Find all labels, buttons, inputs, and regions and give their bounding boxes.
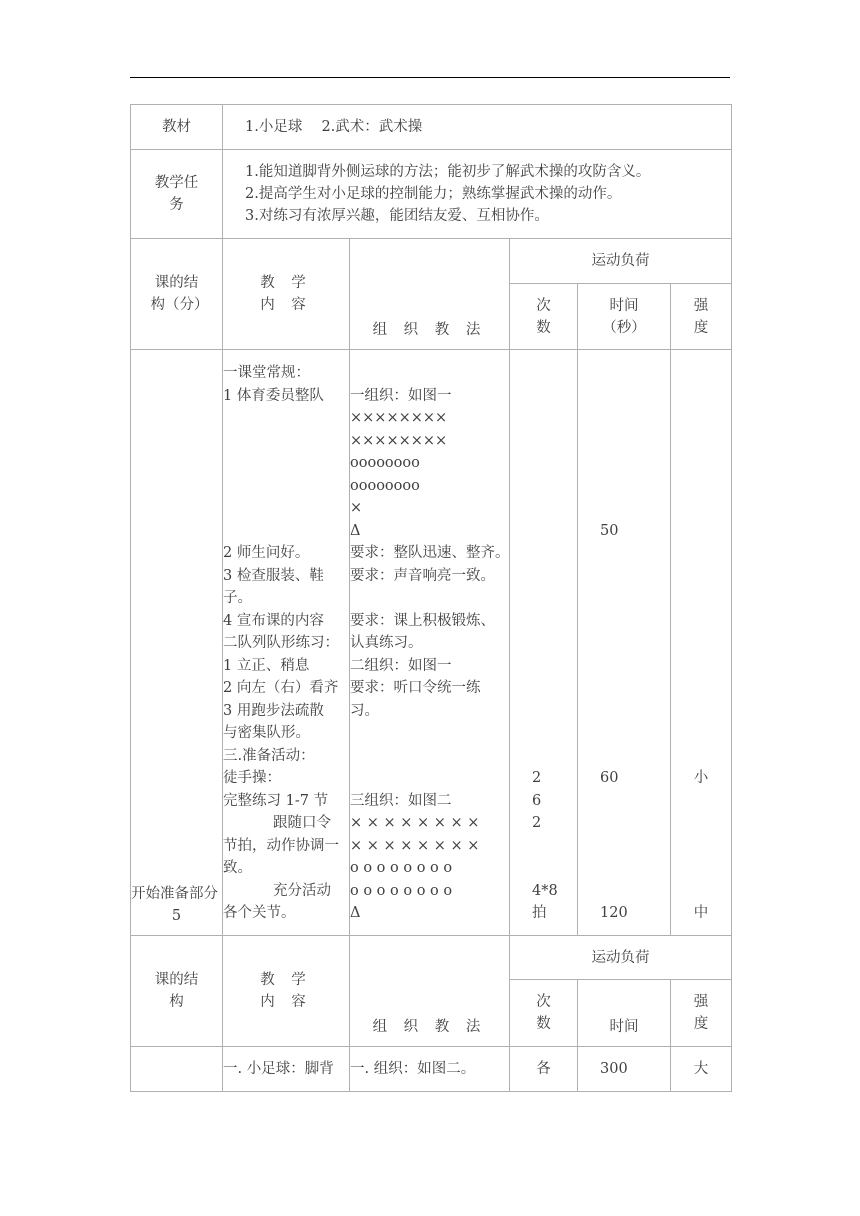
method-header: [350, 239, 510, 350]
content-line: 1 体育委员整队: [223, 387, 324, 404]
formation-row: × × × × × × × ×: [350, 815, 480, 831]
material-row: [131, 105, 732, 150]
count-cell: [510, 350, 578, 936]
time-line: [600, 362, 670, 385]
time-line: [600, 632, 670, 655]
intensity-line: [671, 565, 731, 588]
intensity-header: [671, 284, 732, 350]
table2-header-row-1: [131, 936, 732, 980]
count-line: [532, 632, 577, 655]
intensity-line: [671, 722, 731, 745]
count-line: [532, 497, 577, 520]
formation-row: oooooooo: [350, 477, 420, 494]
intensity-line: [671, 475, 731, 498]
time-line: [600, 565, 670, 588]
count-line: [532, 385, 577, 408]
structure-header: [131, 239, 223, 350]
time-line: [600, 790, 670, 813]
part-name: 开始准备部分: [131, 886, 218, 902]
structure-header-2-text: 课的结构: [154, 972, 199, 1010]
intensity-line: [671, 362, 731, 385]
time-line: [600, 430, 670, 453]
material-value: 1.小足球 2.武术：武术操: [223, 105, 732, 150]
method-line: 要求：声音响亮一致。: [350, 567, 495, 584]
method-line: [350, 745, 509, 768]
time-line: [600, 587, 670, 610]
intensity-line: [671, 542, 731, 565]
time-line: [600, 722, 670, 745]
content-line: 致。: [223, 860, 252, 876]
task-item: 2.提高学生对小足球的控制能力；熟练掌握武术操的动作。: [245, 186, 622, 202]
formation-row: Δ: [350, 522, 361, 539]
method-header-text: 组 织 教 法: [372, 322, 487, 338]
formation-row: oooooooo: [350, 455, 420, 471]
content-line: 各个关节。: [223, 905, 296, 921]
content-line: [223, 475, 349, 498]
count-header-text: 次数: [536, 297, 551, 336]
time-line: 60: [600, 770, 619, 786]
method-line: [350, 767, 509, 790]
time-line: [600, 745, 670, 768]
task-item: 1.能知道脚背外侧运球的方法；能初步了解武术操的攻防含义。: [245, 164, 651, 180]
section2-intensity: 大: [671, 1047, 732, 1092]
page-header-rule: [130, 77, 730, 78]
content-cell: [223, 350, 350, 936]
content-header-2: [223, 936, 350, 1047]
time-line: [600, 835, 670, 858]
intensity-line: [671, 700, 731, 723]
count-line: [532, 745, 577, 768]
intensity-header-2: [671, 980, 732, 1047]
time-header-text: 时间（秒）: [602, 297, 646, 336]
load-header-2: 运动负荷: [510, 936, 732, 980]
intensity-line: [671, 407, 731, 430]
formation-row: o o o o o o o o: [350, 860, 453, 876]
lesson-plan-table: [130, 104, 732, 1092]
count-line: [532, 430, 577, 453]
content-line: 一课堂常规：: [223, 365, 310, 381]
load-header: 运动负荷: [510, 239, 732, 284]
intensity-line: [671, 587, 731, 610]
time-line: 50: [600, 522, 619, 539]
count-line: 拍: [532, 905, 547, 921]
intensity-line: [671, 385, 731, 408]
intensity-line: 中: [693, 905, 709, 921]
count-header-2-text: 次数: [536, 994, 551, 1032]
method-line: 三组织：如图二: [350, 792, 452, 809]
section2-count: 各: [510, 1047, 578, 1092]
time-cell: [578, 350, 671, 936]
content-line: [223, 452, 349, 475]
intensity-line: 小: [693, 770, 709, 786]
content-line: [223, 430, 349, 453]
content-line: 1 立正、稍息: [223, 657, 310, 674]
intensity-line: [671, 790, 731, 813]
count-header-2: [510, 980, 578, 1047]
time-line: [600, 812, 670, 835]
time-line: [600, 700, 670, 723]
count-line: [532, 407, 577, 430]
method-header-2-text: 组 织 教 法: [372, 1019, 487, 1035]
formation-row: ××××××××: [350, 432, 448, 449]
content-header-2-text: 教 学 内 容: [260, 972, 312, 1010]
structure-header-2: [131, 936, 223, 1047]
time-line: [600, 407, 670, 430]
content-line: 跟随口令: [273, 815, 331, 831]
count-line: [532, 475, 577, 498]
structure-header-text: 课的结构（分）: [150, 275, 209, 313]
count-line: [532, 362, 577, 385]
count-line: [532, 542, 577, 565]
content-line: 与密集队形。: [223, 725, 310, 741]
time-line: [600, 880, 670, 903]
content-line: 节拍，动作协调一: [223, 837, 339, 854]
content-line: [223, 520, 349, 543]
time-line: [600, 452, 670, 475]
count-line: [532, 610, 577, 633]
time-line: [600, 655, 670, 678]
count-line: [532, 700, 577, 723]
count-line: 2: [532, 770, 542, 786]
task-item: 3.对练习有浓厚兴趣，能团结友爱、互相协作。: [245, 208, 549, 224]
intensity-line: [671, 520, 731, 543]
count-line: [532, 722, 577, 745]
count-line: [532, 835, 577, 858]
section2-structure-cell: [131, 1047, 223, 1092]
content-line: [223, 497, 349, 520]
method-line: [350, 722, 509, 745]
task-list: [223, 150, 732, 239]
part-minutes: 5: [171, 908, 182, 924]
intensity-header-text: 强度: [693, 297, 709, 336]
time-header: [578, 284, 671, 350]
method-cell: [350, 350, 510, 936]
intensity-line: [671, 677, 731, 700]
content-line: 4 宣布课的内容: [223, 612, 324, 629]
method-line: 要求：课上积极锻炼、: [350, 612, 495, 629]
intensity-line: [671, 745, 731, 768]
count-line: 6: [532, 792, 542, 809]
formation-row: o o o o o o o o: [350, 882, 453, 899]
time-line: [600, 475, 670, 498]
count-line: [532, 452, 577, 475]
count-line: 4*8: [532, 882, 558, 899]
method-header-2: [350, 936, 510, 1047]
formation-row: ××××××××: [350, 410, 448, 426]
count-line: [532, 520, 577, 543]
content-line: 3 检查服装、鞋: [223, 567, 324, 584]
intensity-line: [671, 880, 731, 903]
content-line: [223, 407, 349, 430]
intensity-line: [671, 655, 731, 678]
time-line: 120: [600, 905, 628, 921]
content-header: [223, 239, 350, 350]
intensity-line: [671, 452, 731, 475]
content-line: 3 用跑步法疏散: [223, 702, 324, 719]
formation-row: Δ: [350, 905, 361, 921]
content-line: 二队列队形练习：: [223, 635, 339, 651]
time-line: [600, 542, 670, 565]
section2-content: 一. 小足球：脚背: [223, 1047, 350, 1092]
section2-time: 300: [578, 1047, 671, 1092]
section2-row: [131, 1047, 732, 1092]
intensity-line: [671, 812, 731, 835]
time-line: [600, 677, 670, 700]
content-line: 子。: [223, 590, 252, 606]
method-line: 一组织：如图一: [350, 387, 452, 404]
count-line: [532, 565, 577, 588]
time-line: [600, 857, 670, 880]
intensity-cell: [671, 350, 732, 936]
task-label: [131, 150, 223, 239]
part-name-cell: [131, 350, 223, 936]
intensity-header-2-text: 强度: [693, 994, 709, 1032]
method-line: 习。: [350, 702, 379, 719]
method-line: [350, 587, 509, 610]
intensity-line: [671, 632, 731, 655]
formation-row: × × × × × × × ×: [350, 837, 480, 854]
count-line: [532, 857, 577, 880]
method-line: 认真练习。: [350, 635, 423, 651]
method-line: [350, 362, 509, 385]
content-line: 充分活动: [273, 882, 331, 899]
count-line: 2: [532, 815, 542, 831]
intensity-line: [671, 835, 731, 858]
method-line: 二组织：如图一: [350, 657, 452, 674]
intensity-line: [671, 497, 731, 520]
content-header-text: 教 学 内 容: [260, 275, 312, 313]
intensity-line: [671, 610, 731, 633]
formation-row: ×: [350, 500, 363, 516]
content-line: 徒手操：: [223, 770, 281, 786]
intensity-line: [671, 857, 731, 880]
method-line: 要求：整队迅速、整齐。: [350, 545, 509, 561]
material-label: 教材: [131, 105, 223, 150]
content-line: 完整练习 1-7 节: [223, 792, 329, 809]
time-line: [600, 385, 670, 408]
count-line: [532, 655, 577, 678]
content-line: 三.准备活动：: [223, 747, 315, 764]
content-line: 2 向左（右）看齐: [223, 680, 339, 696]
count-line: [532, 677, 577, 700]
count-header: [510, 284, 578, 350]
time-header-2: 时间: [578, 980, 671, 1047]
section1-row: [131, 350, 732, 936]
intensity-line: [671, 430, 731, 453]
task-label-text: 教学任务: [154, 175, 199, 213]
method-line: 要求：听口令统一练: [350, 680, 481, 696]
time-line: [600, 610, 670, 633]
task-row: [131, 150, 732, 239]
content-line: 2 师生问好。: [223, 545, 310, 561]
time-line: [600, 497, 670, 520]
count-line: [532, 587, 577, 610]
table1-header-row-1: [131, 239, 732, 284]
section2-method: 一. 组织：如图二。: [350, 1047, 510, 1092]
